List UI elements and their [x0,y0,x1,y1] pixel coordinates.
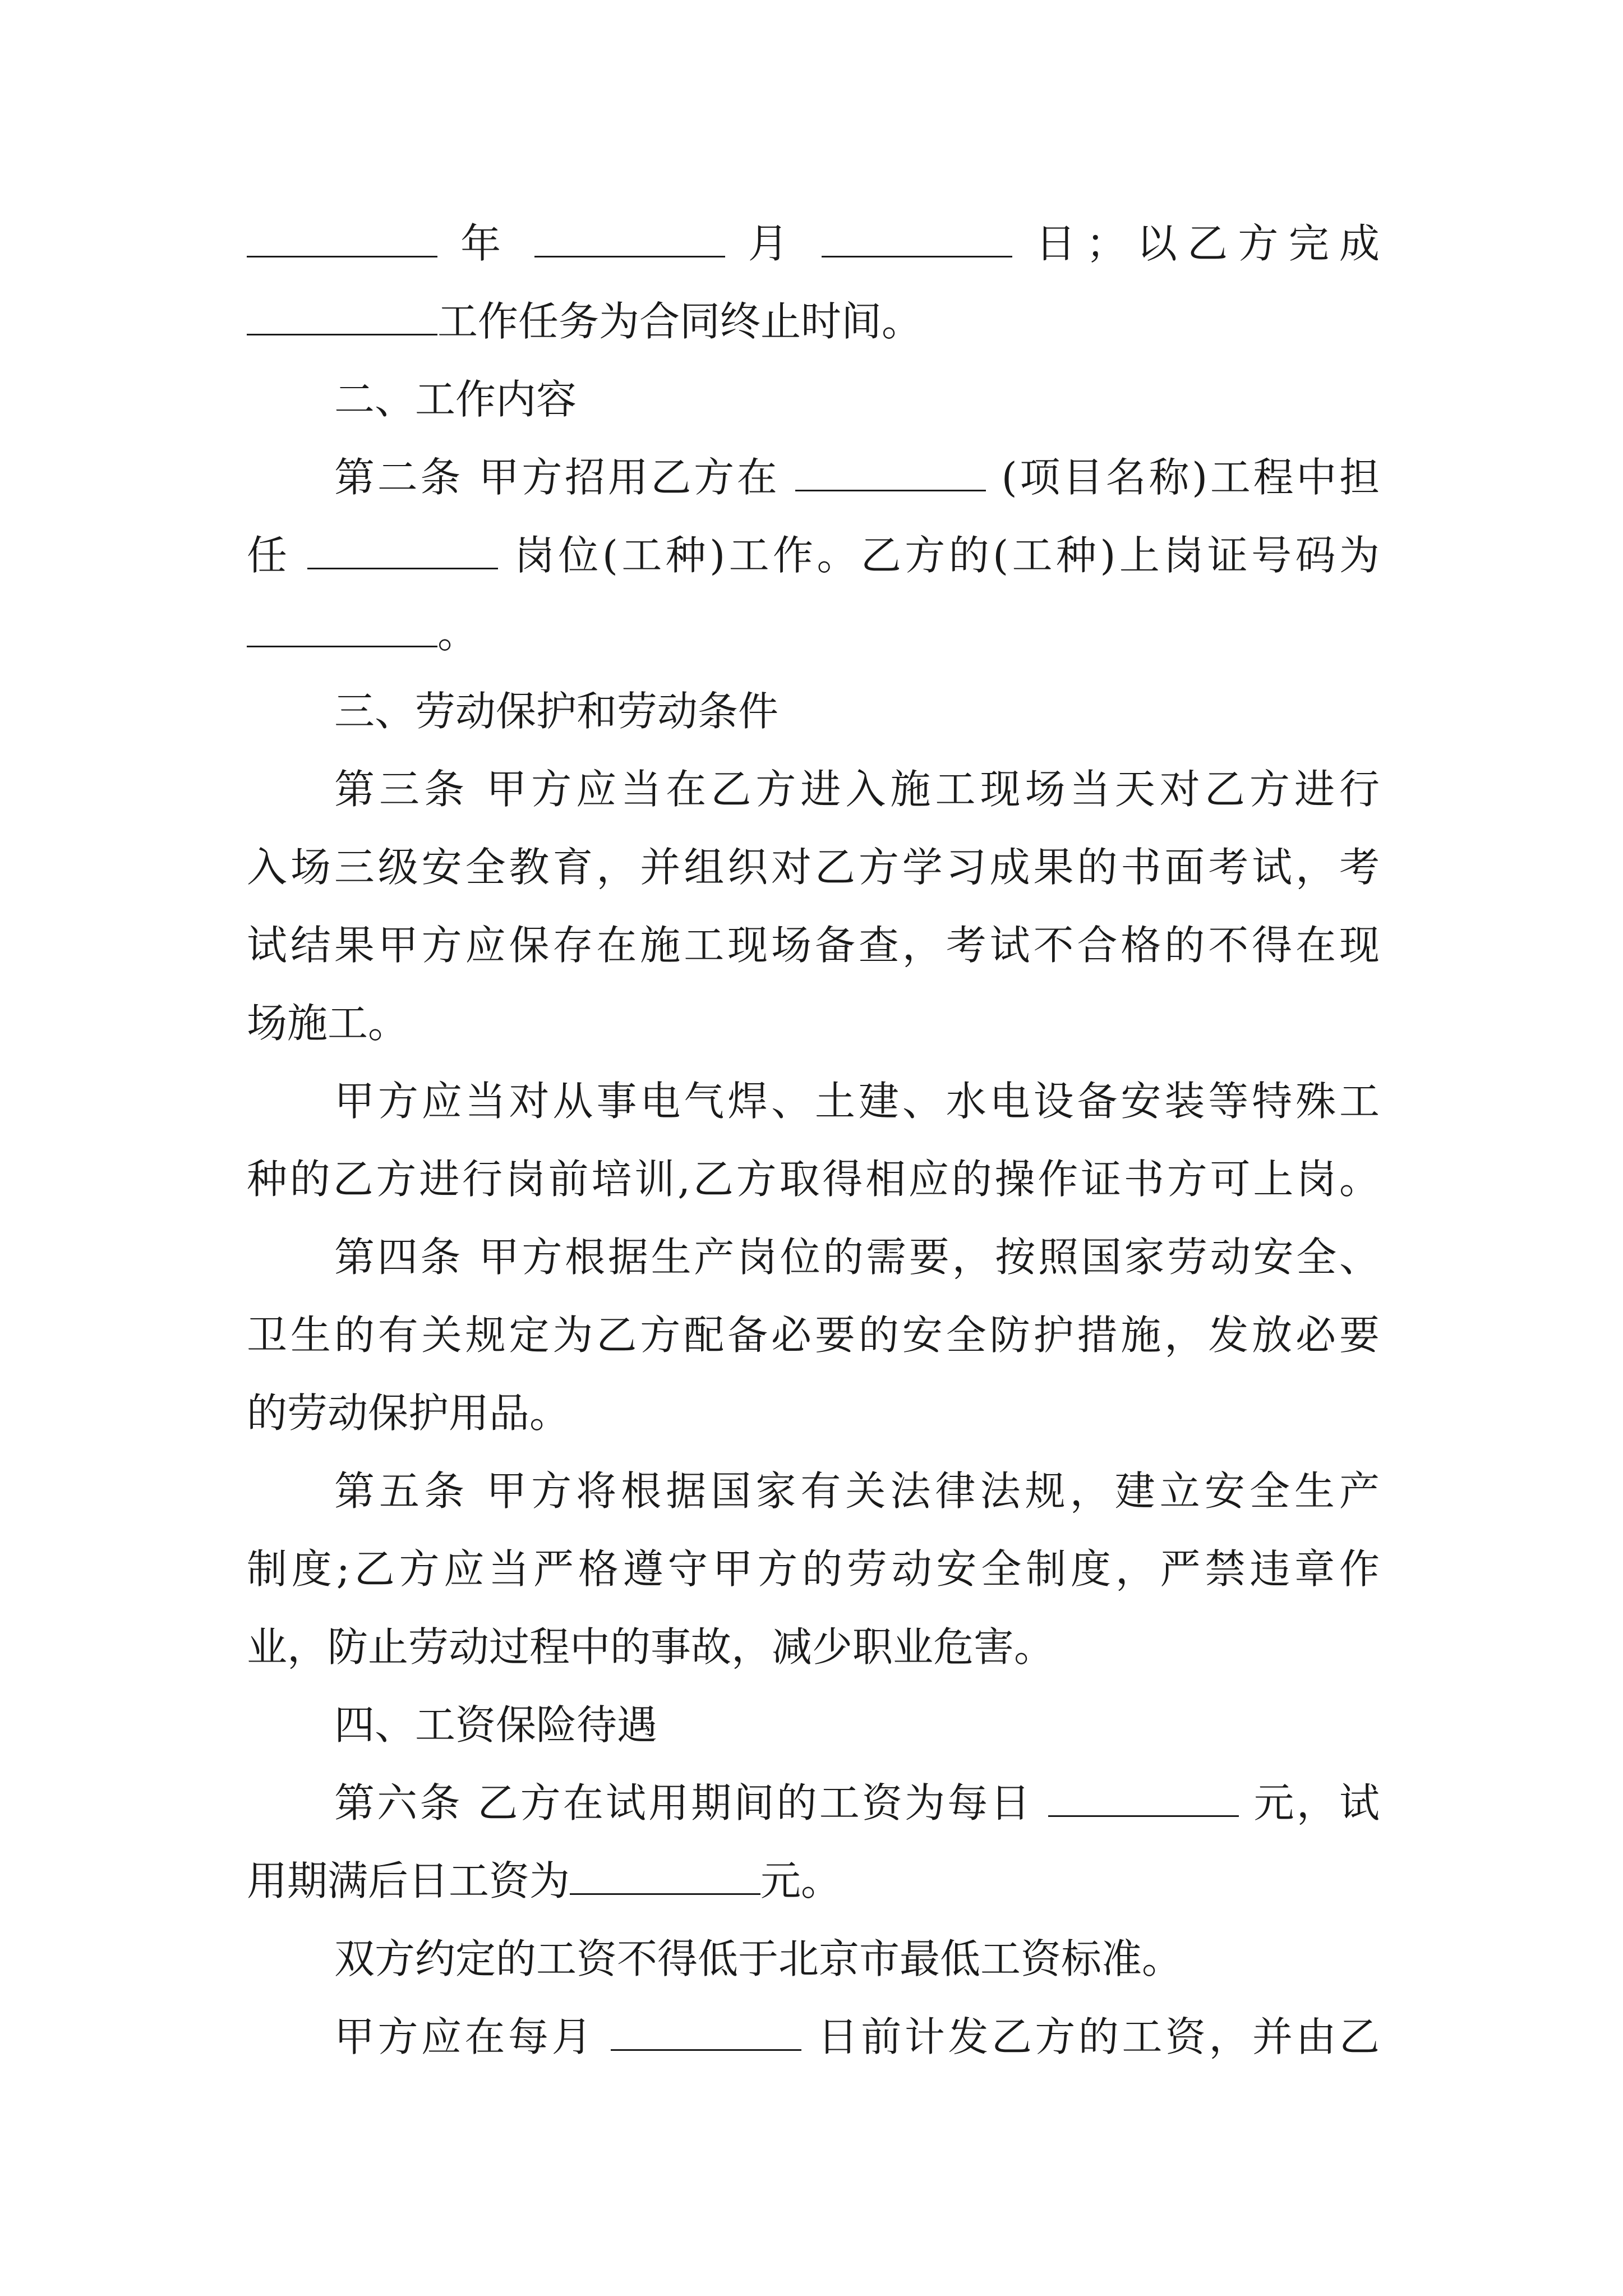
article-6-line-1 [334,1776,1380,1830]
section-heading-wages: 四、工资保险待遇 [334,1701,658,1749]
article-2-text-before-2: 任 [247,532,291,579]
article-2-text-after: (项目名称)工程中担 [1001,454,1380,501]
contract-end-date-line [247,217,1380,270]
termination-text: 工作任务为合同终止时间。 [437,298,923,345]
article-6-text-after-2: 元。 [760,1857,842,1904]
payment-text-after: 日前计发乙方的工资，并由乙 [817,2013,1380,2060]
blank-field [1048,1782,1239,1817]
section-heading-labor-protection: 三、劳动保护和劳动条件 [334,688,779,735]
blank-field [247,300,437,335]
blank-field [822,222,1012,257]
article-6-text-before-2: 用期满后日工资为 [247,1857,570,1904]
year-label: 年 [460,220,511,267]
article-5-line-3: 业，防止劳动过程中的事故，减少职业危害。 [247,1623,1055,1671]
payment-text-before: 甲方应在每月 [334,2013,596,2060]
article-4-line-1: 第四条 甲方根据生产岗位的需要，按照国家劳动安全、 [334,1234,1380,1281]
blank-field [795,456,986,491]
article-2-period: 。 [437,610,478,657]
day-text: 日；以乙方完成 [1035,220,1380,267]
training-para-line-2: 种的乙方进行岗前培训,乙方取得相应的操作证书方可上岗。 [247,1156,1380,1203]
blank-field [611,2016,801,2051]
article-2-text-after-2: 岗位(工种)工作。乙方的(工种)上岗证号码为 [514,532,1380,579]
article-2-text-before: 第二条 甲方招用乙方在 [334,454,780,501]
payment-date-line [334,2010,1380,2064]
article-2-line-3 [247,606,1380,660]
blank-field [247,222,437,257]
article-2-line-2 [247,528,1380,582]
blank-field [307,534,498,569]
article-3-line-4: 场施工。 [247,1000,409,1047]
month-label: 月 [748,220,799,267]
article-2-line-1 [334,450,1380,504]
article-3-line-2: 入场三级安全教育，并组织对乙方学习成果的书面考试，考 [247,844,1380,891]
article-3-line-1: 第三条 甲方应当在乙方进入施工现场当天对乙方进行 [334,766,1380,813]
minimum-wage-line: 双方约定的工资不得低于北京市最低工资标准。 [334,1935,1183,1982]
article-3-line-3: 试结果甲方应保存在施工现场备查，考试不合格的不得在现 [247,922,1380,969]
article-4-line-2: 卫生的有关规定为乙方配备必要的安全防护措施，发放必要 [247,1312,1380,1359]
article-5-line-2: 制度;乙方应当严格遵守甲方的劳动安全制度，严禁违章作 [247,1545,1380,1593]
article-5-line-1: 第五条 甲方将根据国家有关法律法规，建立安全生产 [334,1467,1380,1515]
blank-field [247,612,437,647]
article-6-text-after: 元，试 [1253,1779,1380,1826]
article-6-line-2 [247,1854,1380,1908]
blank-field [534,222,725,257]
blank-field [570,1860,760,1895]
termination-line [247,295,1380,348]
article-4-line-3: 的劳动保护用品。 [247,1389,570,1437]
section-heading-work-content: 二、工作内容 [334,376,577,423]
article-6-text-before: 第六条 乙方在试用期间的工资为每日 [334,1779,1033,1826]
training-para-line-1: 甲方应当对从事电气焊、土建、水电设备安装等特殊工 [334,1078,1380,1125]
